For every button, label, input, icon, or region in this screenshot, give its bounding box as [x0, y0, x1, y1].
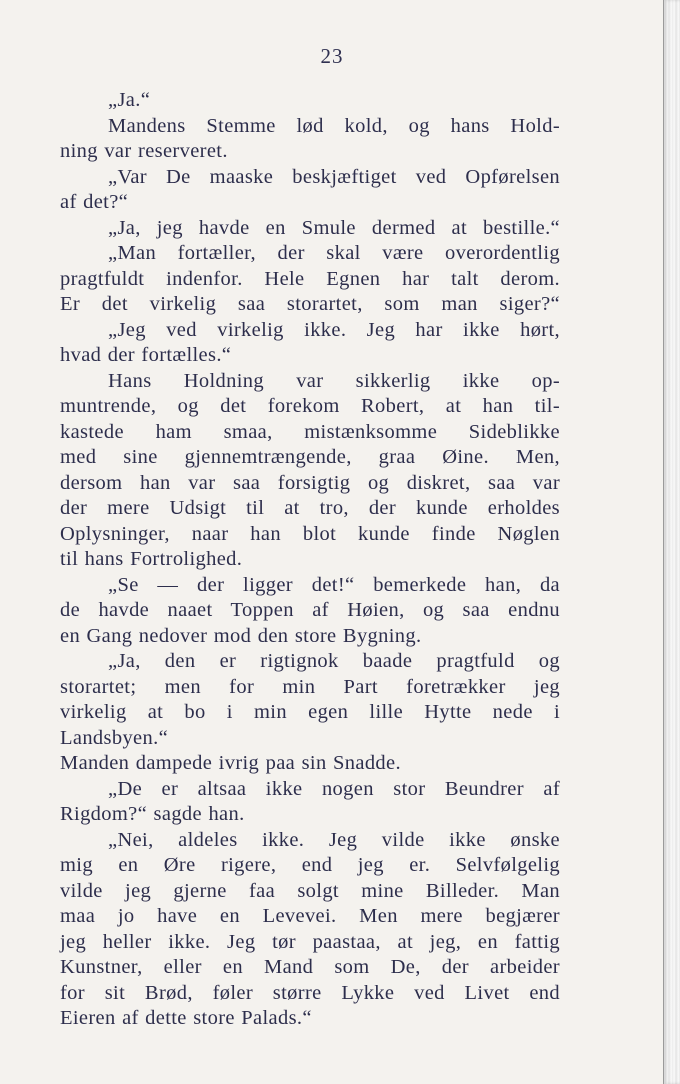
body-text — [60, 88, 560, 1032]
text-line: der mere Udsigt til at tro, der kunde erholdes — [60, 497, 560, 519]
text-line: virkelig at bo i min egen lille Hytte nede i — [60, 701, 560, 723]
text-line: „Ja, jeg havde en Smule dermed at bestille.“ — [108, 216, 560, 239]
text-line: „Ja, den er rigtignok baade pragtfuld og — [108, 650, 560, 672]
text-line: muntrende, og det forekom Robert, at han til- — [60, 395, 560, 417]
book-binding-edge — [663, 0, 680, 1084]
text-line: „Man fortæller, der skal være overordentlig — [108, 242, 560, 264]
text-line: „De er altsaa ikke nogen stor Beundrer af — [108, 777, 560, 800]
text-line: dersom han var saa forsigtig og diskret, saa var — [60, 471, 560, 494]
text-line: Manden dampede ivrig paa sin Snadde. — [60, 752, 401, 774]
text-line: Eieren af dette store Palads.“ — [60, 1007, 312, 1029]
text-line: en Gang nedover mod den store Bygning. — [60, 624, 422, 647]
text-line: maa jo have en Levevei. Men mere begjærer — [60, 905, 560, 927]
text-line: Er det virkelig saa storartet, som man siger?“ — [60, 293, 560, 315]
text-line: „Se — der ligger det!“ bemerkede han, da — [108, 573, 560, 596]
text-line: „Nei, aldeles ikke. Jeg vilde ikke ønske — [108, 828, 560, 851]
text-line: kastede ham smaa, mistænksomme Sideblikke — [60, 420, 560, 443]
text-line: Landsbyen.“ — [60, 726, 169, 749]
text-line: de havde naaet Toppen af Høien, og saa endnu — [60, 599, 560, 621]
page-number: 23 — [320, 44, 344, 68]
text-line: Kunstner, eller en Mand som De, der arbeider — [60, 956, 560, 978]
text-line: Rigdom?“ sagde han. — [60, 803, 245, 825]
text-line: vilde jeg gjerne faa solgt mine Billeder. Man — [60, 879, 560, 902]
text-line: „Jeg ved virkelig ikke. Jeg har ikke hørt, — [108, 318, 560, 341]
text-line: storartet; men for min Part foretrækker jeg — [60, 675, 560, 698]
text-line: Mandens Stemme lød kold, og hans Hold- — [108, 114, 560, 137]
text-line: Oplysninger, naar han blot kunde finde Nøglen — [60, 522, 560, 545]
text-line: mig en Øre rigere, end jeg er. Selvfølgelig — [60, 854, 560, 876]
text-line: Hans Holdning var sikkerlig ikke op- — [108, 369, 560, 392]
text-line: for sit Brød, føler større Lykke ved Livet end — [60, 981, 560, 1004]
text-line: til hans Fortrolighed. — [60, 548, 243, 570]
text-line: jeg heller ikke. Jeg tør paastaa, at jeg, en fattig — [60, 930, 560, 953]
text-line: med sine gjennemtrængende, graa Øine. Men, — [60, 446, 560, 468]
text-line: hvad der fortælles.“ — [60, 344, 232, 366]
text-line: af det?“ — [60, 191, 129, 213]
text-line: ning var reserveret. — [60, 140, 228, 162]
text-line: „Var De maaske beskjæftiget ved Opførelsen — [108, 165, 560, 188]
text-line: pragtfuldt indenfor. Hele Egnen har talt derom. — [60, 267, 560, 290]
text-line: „Ja.“ — [108, 89, 151, 111]
